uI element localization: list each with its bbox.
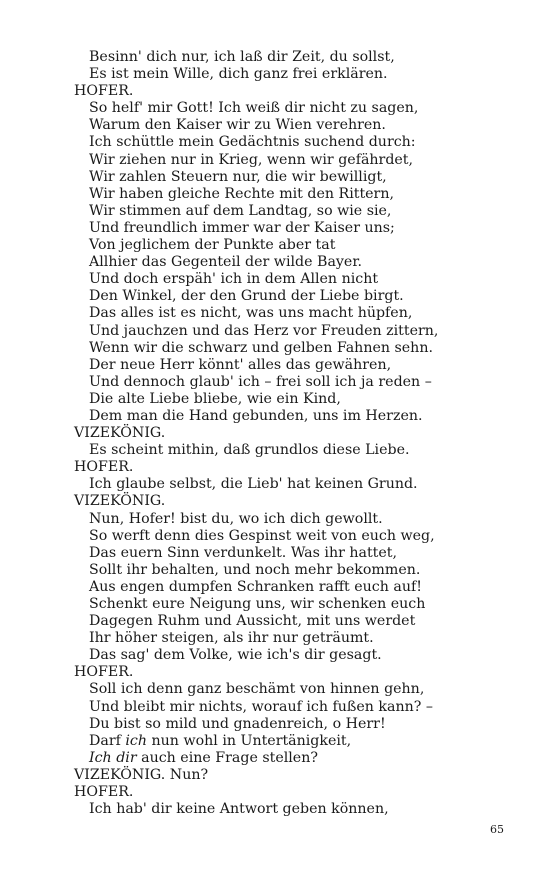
verse-line <box>74 152 514 169</box>
verse-line <box>74 716 514 733</box>
verse-line <box>74 271 514 288</box>
verse-line <box>74 117 514 134</box>
line-text: Besinn' dich nur, ich laß dir Zeit, du sollst, <box>89 49 395 65</box>
verse-line <box>74 545 514 562</box>
speaker-line <box>74 459 514 476</box>
line-text: auch eine Frage stellen? <box>136 749 318 766</box>
line-text: Wir stimmen auf dem Landtag, so wie sie, <box>89 202 392 219</box>
verse-line <box>74 186 514 203</box>
verse-line <box>74 254 514 271</box>
line-text: Warum den Kaiser wir zu Wien verehren. <box>89 117 386 134</box>
line-text: Wenn wir die schwarz und gelben Fahnen sehn. <box>89 339 433 356</box>
line-text: Und bleibt mir nichts, worauf ich fußen kann? – <box>89 698 433 715</box>
line-text: Ich glaube selbst, die Lieb' hat keinen Grund. <box>89 476 418 493</box>
line-text: HOFER. <box>74 459 134 476</box>
line-text: Und doch erspäh' ich in dem Allen nicht <box>89 271 379 288</box>
verse-line <box>74 613 514 630</box>
speaker-line <box>74 83 514 100</box>
line-text: Das sag' dem Volke, wie ich's dir gesagt. <box>89 647 382 664</box>
line-text: HOFER. <box>74 784 134 801</box>
line-text: Darf <box>89 732 126 749</box>
speaker-line <box>74 493 514 510</box>
verse-line <box>74 237 514 254</box>
verse-line <box>74 203 514 220</box>
verse-line <box>74 733 514 750</box>
line-text: Und dennoch glaub' ich – frei soll ich ja reden – <box>89 373 432 390</box>
verse-line <box>74 750 514 767</box>
line-text: Dem man die Hand gebunden, uns im Herzen. <box>89 407 423 424</box>
speaker-line <box>74 664 514 681</box>
verse-line <box>74 305 514 322</box>
line-text: Sollt ihr behalten, und noch mehr bekommen. <box>89 561 421 578</box>
line-text: VIZEKÖNIG. Nun? <box>74 766 209 783</box>
verse-line <box>74 340 514 357</box>
line-text: Wir haben gleiche Rechte mit den Rittern, <box>89 185 394 202</box>
line-text: Und jauchzen und das Herz vor Freuden zittern, <box>89 322 439 339</box>
line-text: Das euern Sinn verdunkelt. Was ihr hattet, <box>89 544 397 561</box>
verse-line <box>74 100 514 117</box>
speaker-line <box>74 784 514 801</box>
line-text: Das alles ist es nicht, was uns macht hüpfen, <box>89 305 413 322</box>
verse-line <box>74 801 514 818</box>
line-text: Ich hab' dir keine Antwort geben können, <box>89 801 389 818</box>
line-text: VIZEKÖNIG. <box>74 425 166 442</box>
speaker-line <box>74 425 514 442</box>
verse-line <box>74 562 514 579</box>
verse-line <box>74 511 514 528</box>
line-text: Aus engen dumpfen Schranken rafft euch auf! <box>89 578 422 595</box>
verse-line <box>74 442 514 459</box>
verse-line <box>74 374 514 391</box>
verse-line <box>74 288 514 305</box>
verse-line <box>74 528 514 545</box>
verse-line <box>74 647 514 664</box>
verse-line <box>74 220 514 237</box>
emphasis-text: Ich dir <box>89 749 137 766</box>
speaker-line <box>74 767 514 784</box>
verse-line <box>74 579 514 596</box>
line-text: Von jeglichem der Punkte aber tat <box>89 237 336 254</box>
line-text: Soll ich denn ganz beschämt von hinnen gehn, <box>89 681 425 698</box>
line-text: Du bist so mild und gnadenreich, o Herr! <box>89 715 386 732</box>
line-text: Nun, Hofer! bist du, wo ich dich gewollt. <box>89 510 383 527</box>
line-text: Der neue Herr könnt' alles das gewähren, <box>89 356 392 373</box>
verse-line <box>74 134 514 151</box>
verse-line <box>74 681 514 698</box>
verse-line <box>74 630 514 647</box>
line-text: Und freundlich immer war der Kaiser uns; <box>89 219 395 236</box>
verse-line <box>74 49 514 66</box>
line-text: Die alte Liebe bliebe, wie ein Kind, <box>89 390 341 407</box>
line-text: Ich schüttle mein Gedächtnis suchend durch: <box>89 134 416 151</box>
emphasis-text: ich <box>125 732 148 749</box>
line-text: Es ist mein Wille, dich ganz frei erklären. <box>89 66 388 83</box>
verse-line <box>74 699 514 716</box>
line-text: Allhier das Gegenteil der wilde Bayer. <box>89 254 363 271</box>
line-text: HOFER. <box>74 664 134 681</box>
verse-line <box>74 391 514 408</box>
verse-line <box>74 169 514 186</box>
line-text: VIZEKÖNIG. <box>74 493 166 510</box>
verse-line <box>74 596 514 613</box>
drama-text <box>74 49 514 818</box>
line-text: Ihr höher steigen, als ihr nur geträumt. <box>89 630 374 647</box>
verse-line <box>74 66 514 83</box>
verse-line <box>74 476 514 493</box>
verse-line <box>74 408 514 425</box>
line-text: HOFER. <box>74 83 134 100</box>
page-number: 65 <box>490 823 504 836</box>
line-text: So helf' mir Gott! Ich weiß dir nicht zu sagen, <box>89 100 419 117</box>
line-text: Wir zahlen Steuern nur, die wir bewilligt, <box>89 168 387 185</box>
line-text: Es scheint mithin, daß grundlos diese Liebe. <box>89 442 410 459</box>
line-text: nun wohl in Untertänigkeit, <box>147 732 352 749</box>
verse-line <box>74 323 514 340</box>
line-text: So werft denn dies Gespinst weit von euch weg, <box>89 527 435 544</box>
line-text: Den Winkel, der den Grund der Liebe birgt. <box>89 288 404 305</box>
line-text: Schenkt eure Neigung uns, wir schenken euch <box>89 596 426 612</box>
line-text: Dagegen Ruhm und Aussicht, mit uns werdet <box>89 613 416 630</box>
line-text: Wir ziehen nur in Krieg, wenn wir gefährdet, <box>89 151 414 168</box>
verse-line <box>74 357 514 374</box>
